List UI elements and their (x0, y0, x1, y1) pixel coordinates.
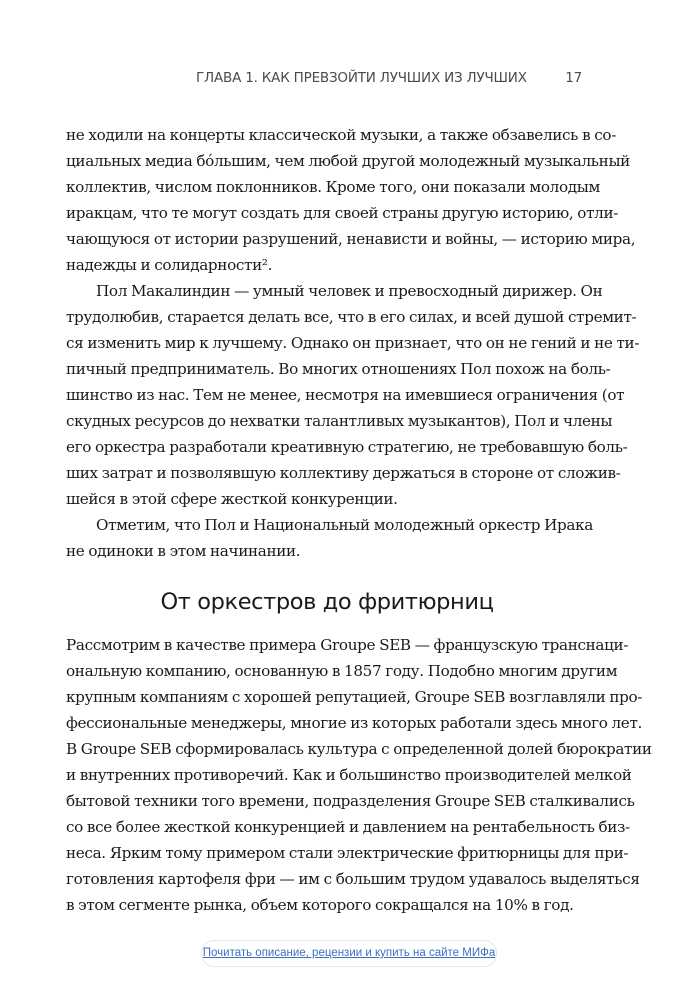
paragraph-1 (66, 122, 636, 278)
text-line: шинство из нас. Тем не менее, несмотря на имевшиеся ограничения (от (66, 386, 625, 404)
text-line: и внутренних противоречий. Как и большинство производителей мелкой (66, 766, 632, 784)
text-line: ших затрат и позволявшую коллективу держаться в стороне от сложив- (66, 464, 621, 482)
text-line: готовления картофеля фри — им с большим трудом удавалось выделяться (66, 870, 640, 888)
text-line: циальных медиа бóльшим, чем любой другой молодежный музыкальный (66, 152, 630, 170)
text-line: В Groupe SEB сформировалась культура с определенной долей бюрократии (66, 740, 652, 758)
text-line: коллектив, числом поклонников. Кроме того, они показали молодым (66, 178, 600, 196)
text-line: со все более жесткой конкуренцией и давлением на рентабельность биз- (66, 818, 630, 836)
text-line: неса. Ярким тому примером стали электрические фритюрницы для при- (66, 844, 629, 862)
text-line: в этом сегменте рынка, объем которого сокращался на 10% в год. (66, 896, 574, 914)
text-line: надежды и солидарности². (66, 256, 273, 274)
text-line: ональную компанию, основанную в 1857 году. Подобно многим другим (66, 662, 618, 680)
text-line: не одиноки в этом начинании. (66, 542, 301, 560)
text-line: его оркестра разработали креативную стратегию, не требовавшую боль- (66, 438, 628, 456)
paragraph-4 (66, 632, 652, 918)
chapter-title: ГЛАВА 1. КАК ПРЕВЗОЙТИ ЛУЧШИХ ИЗ ЛУЧШИХ (196, 70, 527, 86)
text-line: иракцам, что те могут создать для своей страны другую историю, отли- (66, 204, 618, 222)
paragraph-3 (66, 512, 593, 564)
page-number: 17 (565, 70, 582, 86)
text-line: Отметим, что Пол и Национальный молодежный оркестр Ирака (96, 516, 593, 534)
section-heading: От оркестров до фритюрниц (160, 589, 494, 615)
text-line: Пол Макалиндин — умный человек и превосходный дирижер. Он (96, 282, 603, 300)
text-line: пичный предприниматель. Во многих отношениях Пол похож на боль- (66, 360, 611, 378)
paragraph-2 (66, 278, 640, 512)
text-line: не ходили на концерты классической музыки, а также обзавелись в со- (66, 126, 616, 144)
text-line: скудных ресурсов до нехватки талантливых музыкантов), Пол и члены (66, 412, 613, 430)
buy-book-link[interactable]: Почитать описание, рецензии и купить на сайте МИФа (201, 940, 497, 967)
text-line: Рассмотрим в качестве примера Groupe SEB — французскую транснаци- (66, 636, 629, 654)
text-line: трудолюбив, старается делать все, что в его силах, и всей душой стремит- (66, 308, 637, 326)
text-line: крупным компаниям с хорошей репутацией, Groupe SEB возглавляли про- (66, 688, 643, 706)
text-line: шейся в этой сфере жесткой конкуренции. (66, 490, 398, 508)
text-line: фессиональные менеджеры, многие из которых работали здесь много лет. (66, 714, 642, 732)
text-line: ся изменить мир к лучшему. Однако он признает, что он не гений и не ти- (66, 334, 640, 352)
running-header (66, 68, 588, 90)
text-line: чающуюся от истории разрушений, ненависти и войны, — историю мира, (66, 230, 636, 248)
text-line: бытовой техники того времени, подразделения Groupe SEB сталкивались (66, 792, 635, 810)
